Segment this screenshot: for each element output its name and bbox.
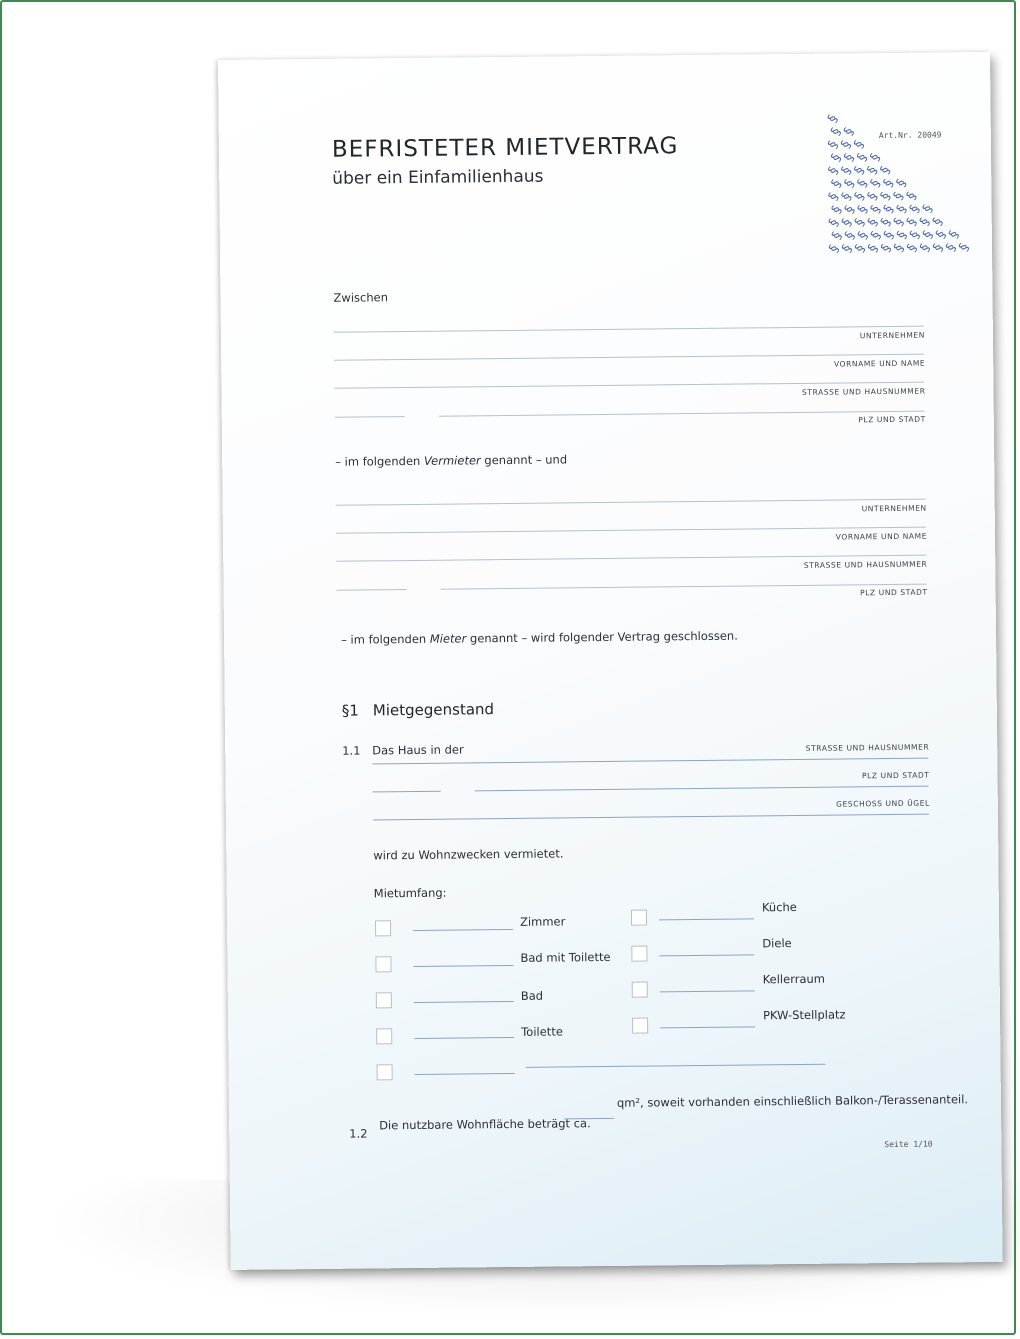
residential-purpose-text: wird zu Wohnzwecken vermietet.	[373, 846, 564, 863]
seal-glyph: §	[852, 242, 869, 256]
clause-1-2-text-after: qm², soweit vorhanden einschließlich Balkon-/Terassenanteil.	[616, 1092, 969, 1110]
checkbox-zimmer[interactable]	[375, 920, 391, 936]
label-street-2: STRASSE UND HAUSNUMMER	[803, 559, 928, 570]
seal-glyph: §	[825, 112, 842, 126]
mieter-post: genannt – wird folgender Vertrag geschlossen.	[466, 628, 738, 646]
seal-glyph: §	[877, 189, 895, 203]
seal-glyph: §	[894, 228, 911, 242]
custom-item-line[interactable]	[526, 1064, 826, 1068]
seal-glyph: §	[839, 216, 856, 230]
article-number: Art.Nr. 20049	[878, 130, 942, 141]
seal-glyph: §	[930, 215, 947, 229]
checkbox-diele[interactable]	[631, 946, 647, 962]
seal-glyph: §	[838, 164, 855, 178]
count-line-bad[interactable]	[414, 1001, 514, 1003]
count-line-diele[interactable]	[659, 954, 754, 956]
section-1-title: Mietgegenstand	[372, 700, 495, 720]
count-line-toilette[interactable]	[414, 1037, 514, 1039]
seal-glyph: §	[825, 164, 842, 178]
seal-glyph: §	[878, 241, 895, 255]
count-line-custom[interactable]	[415, 1073, 515, 1075]
checkbox-bad[interactable]	[376, 992, 392, 1008]
seal-glyph: §	[907, 202, 924, 216]
mieter-pre: – im folgenden	[341, 631, 430, 647]
label-city-2: PLZ UND STADT	[860, 587, 928, 598]
label-name-1: VORNAME UND NAME	[833, 358, 926, 369]
house-street-line[interactable]	[372, 758, 928, 765]
label-city-1: PLZ UND STADT	[858, 414, 926, 425]
mieter-plz-line[interactable]	[337, 589, 407, 591]
seal-glyph: §	[838, 138, 855, 152]
seal-glyph: §	[826, 242, 843, 256]
seal-glyph: §	[881, 228, 898, 242]
seal-glyph: §	[825, 190, 843, 204]
seal-glyph: §	[864, 164, 881, 178]
item-kellerraum: Kellerraum	[762, 971, 826, 987]
seal-glyph: §	[890, 189, 908, 203]
seal-glyph: §	[933, 228, 950, 242]
seal-glyph: §	[943, 241, 960, 255]
seal-glyph: §	[828, 125, 845, 139]
seal-glyph: §	[838, 190, 856, 204]
section-1-heading	[342, 700, 494, 720]
seal-glyph: §	[826, 216, 843, 230]
seal-glyph: §	[854, 177, 872, 191]
seal-glyph: §	[891, 215, 908, 229]
seal-glyph: §	[842, 203, 859, 217]
label-house-city: PLZ UND STADT	[861, 770, 930, 781]
checkbox-pkw-stellplatz[interactable]	[632, 1018, 648, 1034]
seal-glyph: §	[956, 241, 973, 255]
label-company-1: UNTERNEHMEN	[859, 330, 925, 341]
section-1-number: §1	[341, 701, 359, 720]
seal-glyph: §	[842, 229, 859, 243]
house-floor-line[interactable]	[373, 814, 929, 821]
item-bad-mit-toilette: Bad mit Toilette	[520, 949, 611, 965]
seal-glyph: §	[854, 151, 871, 165]
seal-glyph: §	[855, 203, 872, 217]
clause-1-2-text-before: Die nutzbare Wohnfläche beträgt ca.	[379, 1116, 591, 1133]
seal-glyph: §	[851, 190, 869, 204]
seal-glyph: §	[920, 202, 937, 216]
clause-1-1-text: Das Haus in der	[372, 742, 464, 758]
seal-glyph: §	[855, 229, 872, 243]
seal-glyph: §	[828, 177, 846, 191]
vermieter-pre: – im folgenden	[335, 453, 425, 469]
seal-glyph: §	[852, 216, 869, 230]
seal-glyph: §	[864, 190, 882, 204]
vermieter-city-line[interactable]	[439, 411, 925, 417]
label-name-2: VORNAME UND NAME	[835, 531, 928, 542]
intro-text: Zwischen	[333, 290, 389, 305]
seal-glyph: §	[920, 228, 937, 242]
item-bad: Bad	[520, 988, 544, 1003]
seal-glyph: §	[841, 151, 858, 165]
seal-glyph: §	[829, 229, 846, 243]
vermieter-designation	[335, 452, 567, 468]
count-line-kueche[interactable]	[659, 918, 754, 920]
mieter-designation	[341, 629, 738, 647]
count-line-kellerraum[interactable]	[660, 990, 755, 992]
item-zimmer: Zimmer	[519, 914, 566, 929]
vermieter-company-line[interactable]	[334, 326, 924, 333]
label-street-1: STRASSE UND HAUSNUMMER	[801, 386, 926, 397]
seal-glyph: §	[907, 228, 924, 242]
checkbox-toilette[interactable]	[376, 1028, 392, 1044]
count-line-bad-mit-toilette[interactable]	[413, 965, 513, 967]
seal-glyph: §	[825, 138, 842, 152]
clause-1-2-number: 1.2	[349, 1126, 368, 1141]
seal-glyph: §	[829, 203, 846, 217]
count-line-pkw-stellplatz[interactable]	[660, 1026, 755, 1028]
house-plz-line[interactable]	[373, 791, 441, 793]
checkbox-kellerraum[interactable]	[632, 982, 648, 998]
count-line-zimmer[interactable]	[413, 929, 513, 931]
item-kueche: Küche	[761, 899, 797, 915]
label-company-2: UNTERNEHMEN	[861, 503, 927, 514]
seal-glyph: §	[865, 242, 882, 256]
seal-glyph: §	[877, 163, 894, 177]
vermieter-term: Vermieter	[423, 453, 481, 468]
paragraph-seal-icon	[825, 108, 973, 269]
page-number: Seite 1/10	[884, 1139, 933, 1150]
checkbox-kueche[interactable]	[631, 910, 647, 926]
item-pkw-stellplatz: PKW-Stellplatz	[762, 1007, 846, 1023]
label-house-street: STRASSE UND HAUSNUMMER	[805, 742, 930, 753]
document-subtitle: über ein Einfamilienhaus	[332, 166, 544, 189]
checkbox-bad-mit-toilette[interactable]	[375, 956, 391, 972]
seal-glyph: §	[867, 151, 884, 165]
clause-1-1-number: 1.1	[342, 743, 361, 758]
vermieter-plz-line[interactable]	[335, 416, 405, 418]
mieter-city-line[interactable]	[441, 584, 927, 590]
seal-glyph: §	[946, 228, 963, 242]
seal-glyph: §	[841, 125, 858, 139]
seal-glyph: §	[868, 229, 885, 243]
contract-page	[218, 52, 1003, 1270]
seal-glyph: §	[867, 177, 885, 191]
seal-glyph: §	[880, 176, 898, 190]
seal-glyph: §	[865, 216, 882, 230]
seal-glyph: §	[917, 241, 934, 255]
item-diele: Diele	[762, 936, 792, 951]
seal-glyph: §	[893, 176, 911, 190]
seal-glyph: §	[839, 242, 856, 256]
seal-glyph: §	[851, 164, 868, 178]
label-house-floor: GESCHOSS UND ÜGEL	[836, 798, 930, 809]
seal-glyph: §	[904, 215, 921, 229]
seal-glyph: §	[930, 241, 947, 255]
mieter-term: Mieter	[429, 631, 467, 646]
house-city-line[interactable]	[475, 786, 929, 792]
checkbox-custom[interactable]	[377, 1064, 393, 1080]
seal-glyph: §	[868, 203, 885, 217]
seal-glyph: §	[881, 202, 898, 216]
seal-glyph: §	[878, 215, 895, 229]
document-title: BEFRISTETER MIETVERTRAG	[331, 133, 679, 163]
seal-glyph: §	[851, 138, 868, 152]
seal-glyph: §	[828, 151, 845, 165]
seal-glyph: §	[917, 215, 934, 229]
mieter-company-line[interactable]	[336, 499, 926, 506]
seal-glyph: §	[894, 202, 911, 216]
seal-glyph: §	[903, 189, 921, 203]
seal-glyph: §	[891, 241, 908, 255]
seal-glyph: §	[841, 177, 859, 191]
item-toilette: Toilette	[521, 1024, 563, 1039]
vermieter-post: genannt – und	[480, 452, 568, 468]
mietumfang-label: Mietumfang:	[373, 885, 447, 901]
seal-glyph: §	[904, 241, 921, 255]
